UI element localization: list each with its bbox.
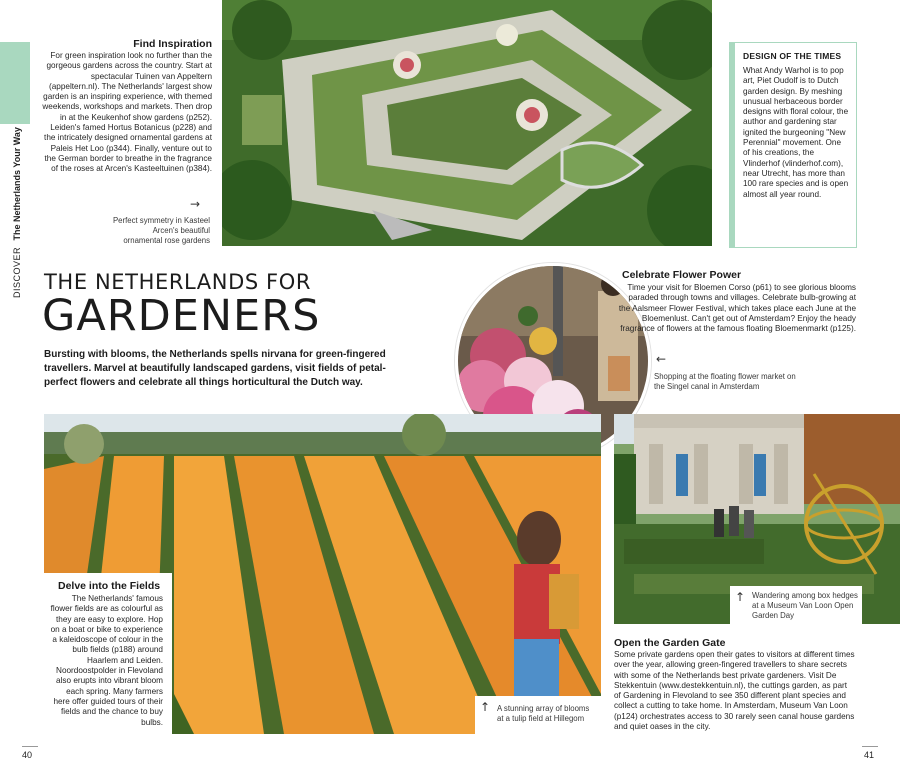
fields-heading: Delve into the Fields (58, 580, 161, 592)
market-caption-text: Shopping at the floating flower market on the Singel canal in Amsterdam (654, 372, 796, 391)
side-tab-title: The Netherlands Your Way (12, 127, 22, 241)
garden-gate-body: Some private gardens open their gates to visitors at different times over the year, allowing green-fingered travellers to share secrets with some of the Netherlands best private gardeners. Visit De Stekkentuin (www.destekkentuin.nl), the cuttings garden, as part of Gardening in Flevoland to see 350 different plant species and collect a cutting to take home. In Amsterdam, Museum Van Loon (p124) orchestrates access to 30 rarely seen canal house gardens and quiet oases in the city. (614, 650, 855, 732)
garden-gate-heading: Open the Garden Gate (614, 637, 726, 649)
page-number-right: 41 (864, 750, 875, 760)
page-title-line2: GARDENERS (42, 291, 321, 341)
kasteel-arcen-garden-photo (222, 0, 712, 246)
fields-body: The Netherlands' famous flower fields are as colourful as they are easy to explore. Hop on a boat or bike to experience a kaleidoscope of colour in the bulb fields (p188) around Haarlem and Leiden. Noordoostpolder in Flevoland also erupts into vibrant bloom each spring. Many farmers here offer guided tours of their fields and the chance to buy bulbs. (50, 594, 163, 727)
design-box-body: What Andy Warhol is to pop art, Piet Oudolf is to Dutch garden design. By meshing unusual herbaceous border designs with floral colour, the author and gardening star ignited the burgeoning "New Perennial" movement. One of his creations, the Vlinderhof (vlinderhof.com), near Utrecht, has more than 100 rare species and is open almost all year round. (743, 66, 849, 199)
page-number-left-rule (22, 746, 38, 747)
garden-caption-text: Perfect symmetry in Kasteel Arcen's beautiful ornamental rose gardens (112, 216, 210, 245)
page-title-line1: THE NETHERLANDS FOR (44, 270, 312, 294)
find-inspiration-body: For green inspiration look no further than the gorgeous gardens across the country. Start at spectacular Tuinen van Appeltern (appeltern.nl). The Netherlands' largest show garden is an inspiring experience, with themed weekends, workshops and markets. Then drop in at the Keukenhof show gardens (p252). Leiden's famed Hortus Botanicus (p228) and the intricately designed ornamental gardens at Paleis Het Loo (p344). Finally, venture out to the German border to breathe in the fragrance of the roses at Arcen's Kasteeltuinen (p384). (42, 51, 212, 174)
side-tab-prefix: DISCOVER (12, 246, 22, 298)
page-number-right-rule (862, 746, 878, 747)
flower-power-body: Time your visit for Bloemen Corso (p61) to see glorious blooms paraded through towns and villages. Celebrate bulb-growing at the Aalsmeer Flower Festival, which takes place each June at the Bloemenlust. Can't get out of Amsterdam? Enjoy the heady fragrance of flowers at the famous floating Bloemenmarkt (p125). (618, 283, 856, 334)
flower-power-heading: Celebrate Flower Power (622, 269, 742, 281)
vanloon-caption-arrow-icon: ↑ (735, 590, 746, 604)
find-inspiration-heading: Find Inspiration (133, 38, 212, 50)
side-tab-label (12, 18, 26, 298)
tulip-caption-arrow-icon: ↑ (480, 700, 491, 714)
design-box-heading: DESIGN OF THE TIMES (743, 51, 842, 61)
design-box (729, 42, 857, 248)
market-caption-arrow-icon: ← (656, 352, 667, 366)
design-box-accent-bar (730, 43, 735, 247)
garden-caption-arrow-icon: → (190, 197, 201, 211)
page-number-left: 40 (22, 750, 33, 760)
tulip-caption-text: A stunning array of blooms at a tulip field at Hillegom (497, 704, 590, 723)
intro-text: Bursting with blooms, the Netherlands spells nirvana for green-fingered travellers. Marvel at beautifully landscaped gardens, visit fields of petal-perfect flowers and celebrate all things horticultural the Dutch way. (44, 349, 386, 388)
vanloon-caption-text: Wandering among box hedges at a Museum Van Loon Open Garden Day (752, 591, 858, 620)
